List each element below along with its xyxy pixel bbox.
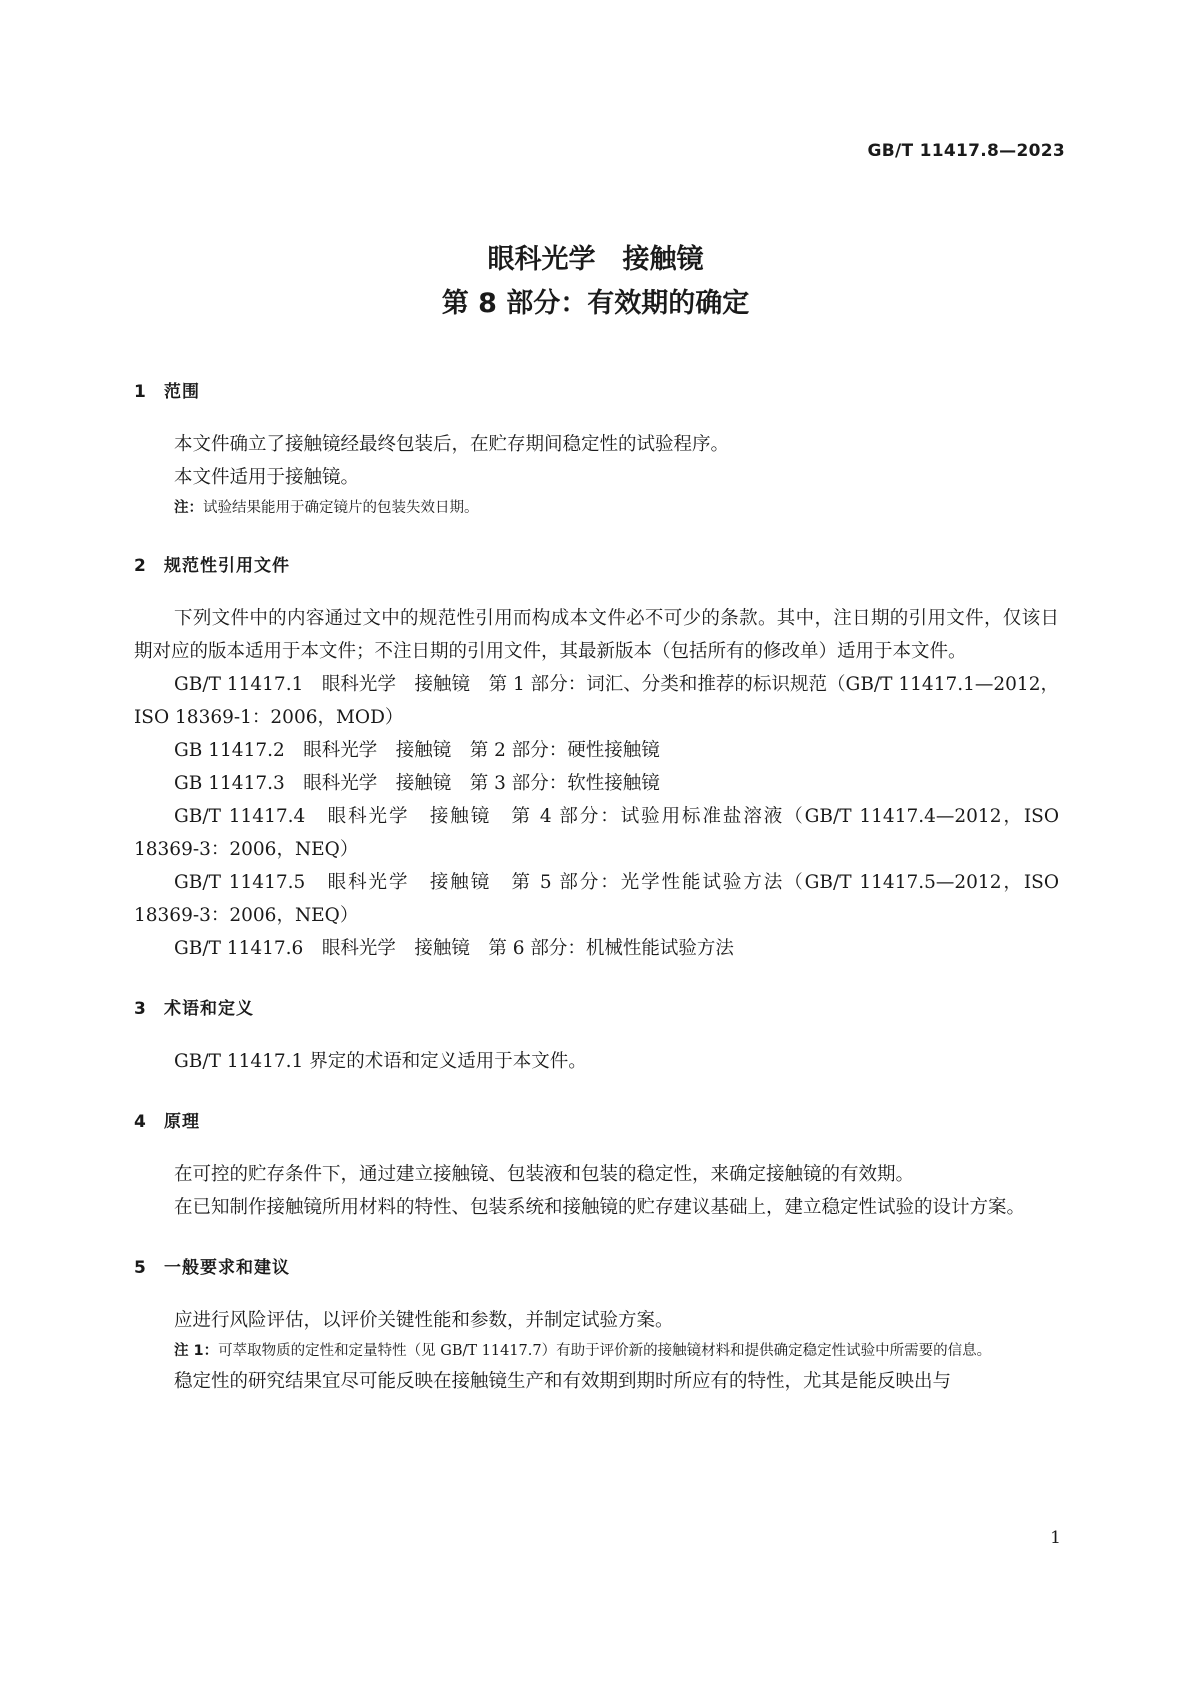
section-number: 4: [134, 1112, 147, 1132]
document-body: [134, 380, 1059, 1398]
page-number: 1: [1050, 1528, 1061, 1548]
note-label: 注：: [174, 500, 203, 516]
section-normative-references: [134, 554, 1059, 965]
section-number: 2: [134, 556, 147, 576]
paragraph: 在可控的贮存条件下，通过建立接触镜、包装液和包装的稳定性，来确定接触镜的有效期。: [174, 1164, 915, 1185]
paragraph: GB/T 11417.1 界定的术语和定义适用于本文件。: [174, 1051, 587, 1072]
paragraph: 应进行风险评估，以评价关键性能和参数，并制定试验方案。: [174, 1310, 674, 1331]
section-heading: [134, 1256, 1059, 1280]
section-title: 范围: [164, 382, 200, 402]
section-heading: [134, 554, 1059, 578]
reference-item: GB 11417.3 眼科光学 接触镜 第 3 部分：软性接触镜: [174, 773, 660, 794]
note: [134, 1337, 1059, 1365]
section-title: 规范性引用文件: [164, 556, 290, 576]
section-title: 一般要求和建议: [164, 1258, 290, 1278]
section-number: 1: [134, 382, 147, 402]
section-heading: [134, 1110, 1059, 1134]
standard-code: GB/T 11417.8—2023: [867, 141, 1065, 161]
section-number: 5: [134, 1258, 147, 1278]
paragraph: 本文件确立了接触镜经最终包装后，在贮存期间稳定性的试验程序。: [174, 434, 730, 455]
document-title: [0, 238, 1191, 326]
section-terms: [134, 997, 1059, 1078]
section-heading: [134, 997, 1059, 1021]
reference-item: GB/T 11417.1 眼科光学 接触镜 第 1 部分：词汇、分类和推荐的标识规范（GB/T 11417.1—2012，ISO 18369-1：2006，MOD）: [134, 674, 1059, 728]
reference-item: GB 11417.2 眼科光学 接触镜 第 2 部分：硬性接触镜: [174, 740, 660, 761]
section-title: 原理: [164, 1112, 200, 1132]
section-heading: [134, 380, 1059, 404]
paragraph: 在已知制作接触镜所用材料的特性、包装系统和接触镜的贮存建议基础上，建立稳定性试验的设计方案。: [174, 1197, 1026, 1218]
reference-item: GB/T 11417.4 眼科光学 接触镜 第 4 部分：试验用标准盐溶液（GB/T 11417.4—2012，ISO 18369-3：2006，NEQ）: [134, 806, 1059, 860]
section-title: 术语和定义: [164, 999, 254, 1019]
section-principle: [134, 1110, 1059, 1224]
reference-item: GB/T 11417.5 眼科光学 接触镜 第 5 部分：光学性能试验方法（GB/T 11417.5—2012，ISO 18369-3：2006，NEQ）: [134, 872, 1059, 926]
note: [134, 494, 1059, 522]
note-text: 试验结果能用于确定镜片的包装失效日期。: [203, 500, 479, 516]
title-line-2: 第 8 部分：有效期的确定: [441, 288, 750, 319]
paragraph: 下列文件中的内容通过文中的规范性引用而构成本文件必不可少的条款。其中，注日期的引用文件，仅该日期对应的版本适用于本文件；不注日期的引用文件，其最新版本（包括所有的修改单）适用于本文件。: [134, 608, 1059, 662]
title-line-1: 眼科光学 接触镜: [487, 244, 704, 275]
reference-item: GB/T 11417.6 眼科光学 接触镜 第 6 部分：机械性能试验方法: [174, 938, 734, 959]
paragraph: 稳定性的研究结果宜尽可能反映在接触镜生产和有效期到期时所应有的特性，尤其是能反映出与: [174, 1371, 952, 1392]
section-number: 3: [134, 999, 147, 1019]
paragraph: 本文件适用于接触镜。: [174, 467, 360, 488]
note-text: 可萃取物质的定性和定量特性（见 GB/T 11417.7）有助于评价新的接触镜材料和提供确定稳定性试验中所需要的信息。: [218, 1343, 992, 1359]
section-scope: [134, 380, 1059, 522]
section-general-requirements: [134, 1256, 1059, 1398]
note-label: 注 1：: [174, 1343, 219, 1359]
